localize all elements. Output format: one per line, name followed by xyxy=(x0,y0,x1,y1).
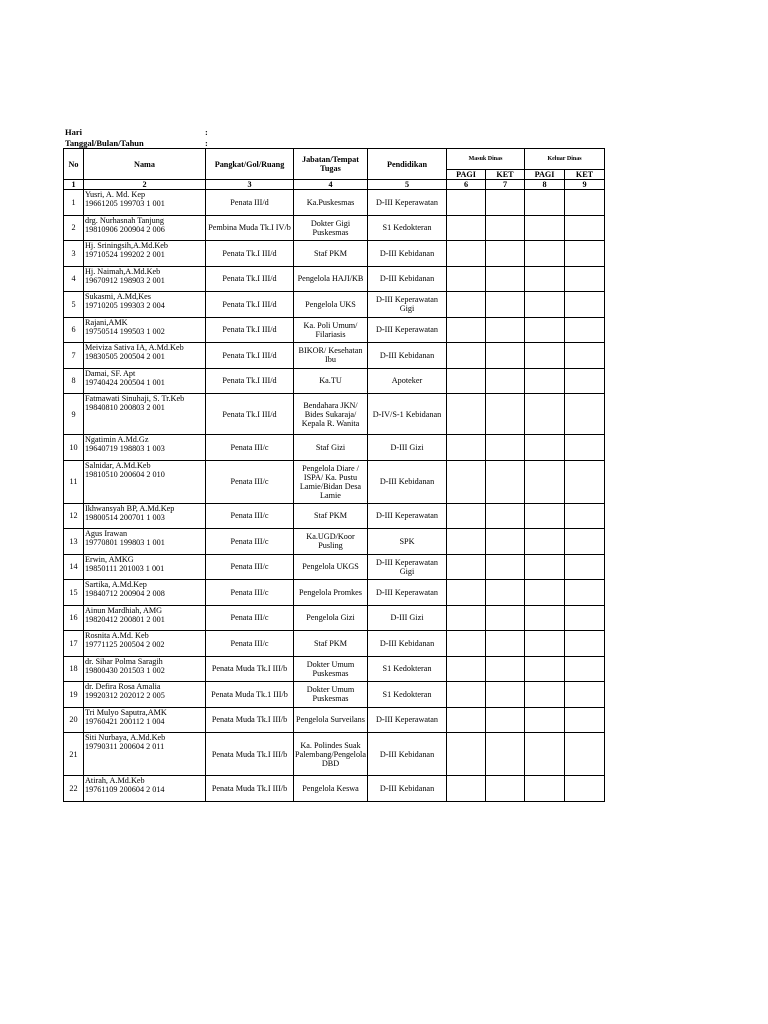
col-pangkat: Pangkat/Gol/Ruang xyxy=(206,149,294,180)
row-jabatan: Ka.TU xyxy=(294,368,368,394)
row-pendidikan: D-IV/S-1 Kebidanan xyxy=(368,394,447,435)
row-pendidikan: D-III Kebidanan xyxy=(368,266,447,292)
row-pangkat: Pembina Muda Tk.I IV/b xyxy=(206,215,294,241)
row-pendidikan: D-III Kebidanan xyxy=(368,776,447,802)
row-no: 6 xyxy=(64,317,84,343)
col-masuk-dinas: Masuk Dinas xyxy=(447,149,525,170)
masuk-pagi-cell[interactable] xyxy=(447,292,486,318)
employee-name: Hj. Sriningsih,A.Md.Keb xyxy=(85,241,169,250)
masuk-ket-cell[interactable] xyxy=(486,707,525,733)
employee-nip: 19710205 199303 2 004 xyxy=(85,301,165,310)
row-jabatan: BIKOR/ Kesehatan Ibu xyxy=(294,343,368,369)
col-no: No xyxy=(64,149,84,180)
attendance-table xyxy=(63,148,605,802)
row-jabatan: Staf PKM xyxy=(294,241,368,267)
row-jabatan: Pengelola UKS xyxy=(294,292,368,318)
row-jabatan: Dokter Umum Puskesmas xyxy=(294,682,368,708)
masuk-pagi-cell[interactable] xyxy=(447,241,486,267)
employee-name: Rosnita A.Md. Keb xyxy=(85,631,149,640)
keluar-ket-cell[interactable] xyxy=(565,656,605,682)
keluar-ket-cell[interactable] xyxy=(565,554,605,580)
keluar-pagi-cell[interactable] xyxy=(525,343,565,369)
masuk-ket-cell[interactable] xyxy=(486,631,525,657)
row-nama xyxy=(84,580,206,606)
row-jabatan: Bendahara JKN/ Bides Sukaraja/ Kepala R. Wanita xyxy=(294,394,368,435)
col-number: 3 xyxy=(206,180,294,190)
masuk-pagi-cell[interactable] xyxy=(447,776,486,802)
employee-nip: 19850111 201003 1 001 xyxy=(85,563,165,573)
employee-nip: 19840810 200803 2 001 xyxy=(85,403,165,412)
col-number: 9 xyxy=(565,180,605,190)
row-pangkat: Penata Tk.I III/d xyxy=(206,241,294,267)
row-pangkat: Penata III/c xyxy=(206,435,294,461)
table-row xyxy=(64,529,605,555)
masuk-ket-cell[interactable] xyxy=(486,529,525,555)
col-number: 8 xyxy=(525,180,565,190)
masuk-ket-cell[interactable] xyxy=(486,317,525,343)
row-jabatan: Pengelola HAJI/KB xyxy=(294,266,368,292)
row-pangkat: Penata Muda Tk.I III/b xyxy=(206,656,294,682)
row-pangkat: Penata Tk.I III/d xyxy=(206,343,294,369)
col-pendidikan: Pendidikan xyxy=(368,149,447,180)
keluar-ket-cell[interactable] xyxy=(565,215,605,241)
table-row xyxy=(64,503,605,529)
masuk-ket-cell[interactable] xyxy=(486,580,525,606)
keluar-ket-cell[interactable] xyxy=(565,776,605,802)
row-nama xyxy=(84,292,206,318)
keluar-ket-cell[interactable] xyxy=(565,682,605,708)
masuk-ket-cell[interactable] xyxy=(486,682,525,708)
row-no: 16 xyxy=(64,605,84,631)
table-row xyxy=(64,241,605,267)
masuk-pagi-cell[interactable] xyxy=(447,733,486,776)
masuk-pagi-cell[interactable] xyxy=(447,656,486,682)
keluar-pagi-cell[interactable] xyxy=(525,733,565,776)
masuk-pagi-cell[interactable] xyxy=(447,435,486,461)
col-masuk-ket: KET xyxy=(486,170,525,180)
row-pendidikan: D-III Keperawatan xyxy=(368,190,447,216)
row-no: 2 xyxy=(64,215,84,241)
row-nama xyxy=(84,605,206,631)
row-pangkat: Penata Muda Tk.1 III/b xyxy=(206,682,294,708)
masuk-ket-cell[interactable] xyxy=(486,435,525,461)
hari-colon: : xyxy=(205,127,208,137)
row-no: 20 xyxy=(64,707,84,733)
row-pendidikan: D-III Kebidanan xyxy=(368,733,447,776)
masuk-pagi-cell[interactable] xyxy=(447,317,486,343)
row-no: 22 xyxy=(64,776,84,802)
masuk-ket-cell[interactable] xyxy=(486,656,525,682)
row-nama xyxy=(84,343,206,369)
masuk-pagi-cell[interactable] xyxy=(447,215,486,241)
masuk-pagi-cell[interactable] xyxy=(447,605,486,631)
keluar-pagi-cell[interactable] xyxy=(525,707,565,733)
row-no: 9 xyxy=(64,394,84,435)
employee-name: Ainun Mardhiah, AMG xyxy=(85,605,163,615)
masuk-ket-cell[interactable] xyxy=(486,460,525,503)
row-nama xyxy=(84,435,206,461)
table-row xyxy=(64,435,605,461)
row-pangkat: Penata III/c xyxy=(206,554,294,580)
keluar-ket-cell[interactable] xyxy=(565,707,605,733)
row-pendidikan: D-III Keperawatan Gigi xyxy=(368,292,447,318)
employee-name: Meiviza Sativa IA, A.Md.Keb xyxy=(85,343,184,352)
tanggal-colon: : xyxy=(205,138,208,148)
masuk-ket-cell[interactable] xyxy=(486,503,525,529)
row-no: 14 xyxy=(64,554,84,580)
keluar-pagi-cell[interactable] xyxy=(525,394,565,435)
masuk-ket-cell[interactable] xyxy=(486,368,525,394)
row-no: 4 xyxy=(64,266,84,292)
masuk-pagi-cell[interactable] xyxy=(447,190,486,216)
row-pangkat: Penata III/d xyxy=(206,190,294,216)
masuk-pagi-cell[interactable] xyxy=(447,554,486,580)
row-pendidikan: D-III Keperawatan xyxy=(368,317,447,343)
keluar-pagi-cell[interactable] xyxy=(525,554,565,580)
employee-nip: 19760421 200112 1 004 xyxy=(85,716,165,726)
keluar-ket-cell[interactable] xyxy=(565,503,605,529)
row-nama xyxy=(84,215,206,241)
row-nama xyxy=(84,394,206,435)
row-no: 17 xyxy=(64,631,84,657)
row-nama xyxy=(84,733,206,776)
col-keluar-pagi: PAGI xyxy=(525,170,565,180)
row-pendidikan: D-III Keperawatan xyxy=(368,707,447,733)
row-jabatan: Pengelola Diare / ISPA/ Ka. Pustu Lamie/Bidan Desa Lamie xyxy=(294,460,368,503)
keluar-pagi-cell[interactable] xyxy=(525,656,565,682)
masuk-pagi-cell[interactable] xyxy=(447,682,486,708)
masuk-pagi-cell[interactable] xyxy=(447,368,486,394)
keluar-pagi-cell[interactable] xyxy=(525,503,565,529)
masuk-ket-cell[interactable] xyxy=(486,605,525,631)
employee-name: drg. Nurhasnah Tanjung xyxy=(85,215,164,225)
keluar-pagi-cell[interactable] xyxy=(525,460,565,503)
employee-nip: 19800514 200701 1 003 xyxy=(85,512,165,522)
table-row xyxy=(64,190,605,216)
col-number: 1 xyxy=(64,180,84,190)
keluar-pagi-cell[interactable] xyxy=(525,317,565,343)
row-jabatan: Staf Gizi xyxy=(294,435,368,461)
row-no: 13 xyxy=(64,529,84,555)
row-nama xyxy=(84,317,206,343)
keluar-pagi-cell[interactable] xyxy=(525,292,565,318)
tanggal-label: Tanggal/Bulan/Tahun xyxy=(65,138,144,148)
keluar-ket-cell[interactable] xyxy=(565,733,605,776)
employee-name: dr. Sihar Polma Saragih xyxy=(85,656,163,666)
employee-nip: 19661205 199703 1 001 xyxy=(85,199,165,208)
col-number: 5 xyxy=(368,180,447,190)
row-no: 10 xyxy=(64,435,84,461)
keluar-ket-cell[interactable] xyxy=(565,580,605,606)
employee-name: Ikhwansyah BP, A.Md.Kep xyxy=(85,503,175,513)
table-row xyxy=(64,776,605,802)
row-no: 15 xyxy=(64,580,84,606)
table-row xyxy=(64,368,605,394)
employee-nip: 19640719 198803 1 003 xyxy=(85,444,165,453)
keluar-ket-cell[interactable] xyxy=(565,368,605,394)
row-pendidikan: D-III Kebidanan xyxy=(368,241,447,267)
row-pangkat: Penata Muda Tk.I III/b xyxy=(206,776,294,802)
tanggal-label-row xyxy=(65,138,208,148)
keluar-ket-cell[interactable] xyxy=(565,343,605,369)
employee-name: Tri Mulyo Saputra,AMK xyxy=(85,707,167,717)
keluar-pagi-cell[interactable] xyxy=(525,368,565,394)
employee-nip: 19771125 200504 2 002 xyxy=(85,640,165,649)
row-pendidikan: S1 Kedokteran xyxy=(368,215,447,241)
row-pendidikan: D-III Kebidanan xyxy=(368,343,447,369)
row-pendidikan: D-III Keperawatan xyxy=(368,503,447,529)
hari-label: Hari xyxy=(65,127,82,137)
row-pangkat: Penata Muda Tk.I III/b xyxy=(206,707,294,733)
employee-nip: 19810906 200904 2 006 xyxy=(85,224,165,234)
row-nama xyxy=(84,529,206,555)
row-pendidikan: Apoteker xyxy=(368,368,447,394)
masuk-pagi-cell[interactable] xyxy=(447,631,486,657)
keluar-ket-cell[interactable] xyxy=(565,435,605,461)
row-no: 12 xyxy=(64,503,84,529)
masuk-ket-cell[interactable] xyxy=(486,292,525,318)
employee-nip: 19800430 201503 1 002 xyxy=(85,665,165,675)
table-row xyxy=(64,460,605,503)
keluar-ket-cell[interactable] xyxy=(565,241,605,267)
table-row xyxy=(64,554,605,580)
employee-nip: 19810510 200604 2 010 xyxy=(85,469,165,479)
row-pangkat: Penata III/c xyxy=(206,503,294,529)
col-number: 7 xyxy=(486,180,525,190)
row-no: 19 xyxy=(64,682,84,708)
row-no: 18 xyxy=(64,656,84,682)
masuk-ket-cell[interactable] xyxy=(486,266,525,292)
table-row xyxy=(64,317,605,343)
employee-nip: 19740424 200504 1 001 xyxy=(85,377,165,387)
row-nama xyxy=(84,707,206,733)
col-nama: Nama xyxy=(84,149,206,180)
row-pendidikan: D-III Keperawatan xyxy=(368,580,447,606)
masuk-ket-cell[interactable] xyxy=(486,776,525,802)
keluar-ket-cell[interactable] xyxy=(565,460,605,503)
keluar-ket-cell[interactable] xyxy=(565,317,605,343)
employee-name: Rajani,AMK xyxy=(85,317,128,327)
table-row xyxy=(64,707,605,733)
keluar-ket-cell[interactable] xyxy=(565,394,605,435)
employee-nip: 19830505 200504 2 001 xyxy=(85,352,165,361)
employee-nip: 19670912 198903 2 001 xyxy=(85,275,165,285)
table-row xyxy=(64,292,605,318)
keluar-pagi-cell[interactable] xyxy=(525,776,565,802)
employee-nip: 19920312 202012 2 005 xyxy=(85,691,165,700)
row-pendidikan: D-III Keperawatan Gigi xyxy=(368,554,447,580)
row-jabatan: Staf PKM xyxy=(294,503,368,529)
row-pangkat: Penata Muda Tk.I III/b xyxy=(206,733,294,776)
table-row xyxy=(64,215,605,241)
row-pangkat: Penata III/c xyxy=(206,529,294,555)
row-jabatan: Pengelola Promkes xyxy=(294,580,368,606)
table-row xyxy=(64,682,605,708)
employee-nip: 19840712 200904 2 008 xyxy=(85,589,165,598)
row-pangkat: Penata III/c xyxy=(206,460,294,503)
row-no: 21 xyxy=(64,733,84,776)
keluar-ket-cell[interactable] xyxy=(565,266,605,292)
employee-name: Erwin, AMKG xyxy=(85,554,134,564)
row-no: 3 xyxy=(64,241,84,267)
row-nama xyxy=(84,503,206,529)
keluar-pagi-cell[interactable] xyxy=(525,241,565,267)
table-row xyxy=(64,266,605,292)
keluar-ket-cell[interactable] xyxy=(565,631,605,657)
keluar-ket-cell[interactable] xyxy=(565,605,605,631)
column-number-row xyxy=(64,180,605,190)
row-pendidikan: S1 Kedokteran xyxy=(368,656,447,682)
row-pendidikan: D-III Gizi xyxy=(368,605,447,631)
row-jabatan: Dokter Gigi Puskesmas xyxy=(294,215,368,241)
header-row xyxy=(64,149,605,170)
employee-name: Hj. Naimah,A.Md.Keb xyxy=(85,266,161,276)
row-pangkat: Penata Tk.I III/d xyxy=(206,368,294,394)
masuk-ket-cell[interactable] xyxy=(486,190,525,216)
row-nama xyxy=(84,656,206,682)
row-jabatan: Pengelola Keswa xyxy=(294,776,368,802)
row-jabatan: Ka.Puskesmas xyxy=(294,190,368,216)
table-row xyxy=(64,631,605,657)
masuk-ket-cell[interactable] xyxy=(486,215,525,241)
employee-name: Salnidar, A.Md.Keb xyxy=(85,460,151,470)
row-nama xyxy=(84,682,206,708)
keluar-pagi-cell[interactable] xyxy=(525,435,565,461)
employee-name: Ngatimin A.Md.Gz xyxy=(85,435,149,444)
row-jabatan: Pengelola UKGS xyxy=(294,554,368,580)
row-no: 11 xyxy=(64,460,84,503)
row-pangkat: Penata III/c xyxy=(206,580,294,606)
row-nama xyxy=(84,776,206,802)
employee-name: Fatmawati Sinuhaji, S. Tr.Keb xyxy=(85,394,185,403)
keluar-pagi-cell[interactable] xyxy=(525,266,565,292)
employee-name: Agus Irawan xyxy=(85,529,128,538)
row-pangkat: Penata Tk.I III/d xyxy=(206,317,294,343)
row-jabatan: Pengelola Surveilans xyxy=(294,707,368,733)
col-keluar-dinas: Keluar Dinas xyxy=(525,149,605,170)
masuk-pagi-cell[interactable] xyxy=(447,529,486,555)
employee-nip: 19710524 199202 2 001 xyxy=(85,250,165,259)
row-nama xyxy=(84,460,206,503)
masuk-pagi-cell[interactable] xyxy=(447,503,486,529)
employee-nip: 19820412 200801 2 001 xyxy=(85,614,165,624)
table-body xyxy=(64,190,605,802)
row-jabatan: Dokter Umum Puskesmas xyxy=(294,656,368,682)
row-nama xyxy=(84,368,206,394)
employee-name: Siti Nurbaya, A.Md.Keb xyxy=(85,733,166,742)
row-pangkat: Penata Tk.I III/d xyxy=(206,394,294,435)
masuk-ket-cell[interactable] xyxy=(486,394,525,435)
masuk-pagi-cell[interactable] xyxy=(447,460,486,503)
row-pendidikan: SPK xyxy=(368,529,447,555)
employee-name: Sartika, A.Md.Kep xyxy=(85,580,147,589)
keluar-pagi-cell[interactable] xyxy=(525,631,565,657)
row-no: 7 xyxy=(64,343,84,369)
masuk-ket-cell[interactable] xyxy=(486,554,525,580)
row-jabatan: Ka. Poli Umum/ Filariasis xyxy=(294,317,368,343)
employee-nip: 19761109 200604 2 014 xyxy=(85,785,165,794)
employee-nip: 19770801 199803 1 001 xyxy=(85,538,165,547)
employee-nip: 19790311 200604 2 011 xyxy=(85,742,165,751)
row-pangkat: Penata Tk.I III/d xyxy=(206,266,294,292)
table-row xyxy=(64,733,605,776)
row-nama xyxy=(84,241,206,267)
employee-name: Sukasmi, A.Md,Kes xyxy=(85,292,151,301)
table-row xyxy=(64,394,605,435)
row-nama xyxy=(84,190,206,216)
row-jabatan: Ka.UGD/Koor Pusling xyxy=(294,529,368,555)
masuk-ket-cell[interactable] xyxy=(486,343,525,369)
masuk-ket-cell[interactable] xyxy=(486,733,525,776)
col-number: 6 xyxy=(447,180,486,190)
keluar-ket-cell[interactable] xyxy=(565,190,605,216)
keluar-pagi-cell[interactable] xyxy=(525,605,565,631)
keluar-pagi-cell[interactable] xyxy=(525,190,565,216)
row-pangkat: Penata III/c xyxy=(206,631,294,657)
keluar-ket-cell[interactable] xyxy=(565,529,605,555)
row-no: 1 xyxy=(64,190,84,216)
row-pendidikan: D-III Kebidanan xyxy=(368,631,447,657)
row-nama xyxy=(84,266,206,292)
row-no: 8 xyxy=(64,368,84,394)
keluar-ket-cell[interactable] xyxy=(565,292,605,318)
row-pendidikan: D-III Kebidanan xyxy=(368,460,447,503)
row-nama xyxy=(84,554,206,580)
col-keluar-ket: KET xyxy=(565,170,605,180)
row-jabatan: Ka. Polindes Suak Palembang/Pengelola DBD xyxy=(294,733,368,776)
keluar-pagi-cell[interactable] xyxy=(525,580,565,606)
employee-name: Yusri, A. Md. Kep xyxy=(85,190,146,199)
col-jabatan: Jabatan/Tempat Tugas xyxy=(294,149,368,180)
masuk-pagi-cell[interactable] xyxy=(447,394,486,435)
col-number: 4 xyxy=(294,180,368,190)
keluar-pagi-cell[interactable] xyxy=(525,529,565,555)
table-row xyxy=(64,580,605,606)
col-number: 2 xyxy=(84,180,206,190)
row-pendidikan: S1 Kedokteran xyxy=(368,682,447,708)
masuk-pagi-cell[interactable] xyxy=(447,707,486,733)
employee-name: Atirah, A.Md.Keb xyxy=(85,776,145,785)
row-pangkat: Penata III/c xyxy=(206,605,294,631)
row-jabatan: Staf PKM xyxy=(294,631,368,657)
masuk-pagi-cell[interactable] xyxy=(447,343,486,369)
row-no: 5 xyxy=(64,292,84,318)
table-row xyxy=(64,605,605,631)
masuk-pagi-cell[interactable] xyxy=(447,266,486,292)
row-nama xyxy=(84,631,206,657)
employee-name: Damai, SF. Apt xyxy=(85,368,136,378)
row-jabatan: Pengelola Gizi xyxy=(294,605,368,631)
col-masuk-pagi: PAGI xyxy=(447,170,486,180)
masuk-ket-cell[interactable] xyxy=(486,241,525,267)
row-pangkat: Penata Tk.I III/d xyxy=(206,292,294,318)
table-row xyxy=(64,656,605,682)
hari-label-row xyxy=(65,127,208,137)
masuk-pagi-cell[interactable] xyxy=(447,580,486,606)
employee-name: dr. Defira Rosa Amalia xyxy=(85,682,161,691)
keluar-pagi-cell[interactable] xyxy=(525,682,565,708)
row-pendidikan: D-III Gizi xyxy=(368,435,447,461)
table-row xyxy=(64,343,605,369)
employee-nip: 19750514 199503 1 002 xyxy=(85,326,165,336)
keluar-pagi-cell[interactable] xyxy=(525,215,565,241)
